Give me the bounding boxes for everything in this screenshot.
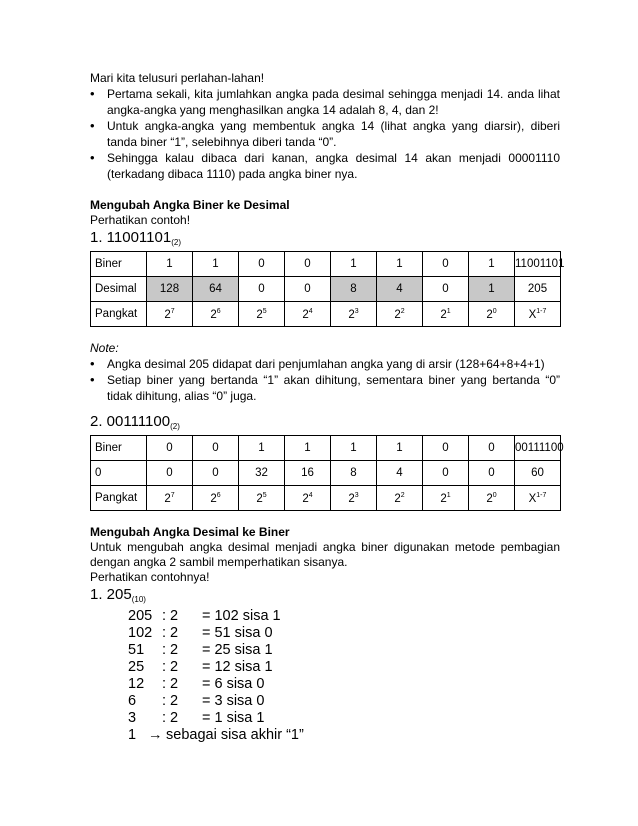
table-row-biner <box>91 436 561 461</box>
final-remainder-text: sebagai sisa akhir “1” <box>166 727 304 743</box>
power-cell: $2^0$ <box>469 486 515 511</box>
example-1-title: 1. $11001101_{(2)}$ <box>90 229 181 247</box>
divisor: : 2 <box>162 625 179 641</box>
power-cell: $2^4$ <box>285 302 331 327</box>
division-row <box>128 625 560 642</box>
bullet-item: • Untuk angka-angka yang membentuk angka 14 (lihat angka yang diarsir), diberi tanda biner “1”, selebihnya diberi tanda “0”. <box>90 118 560 150</box>
table-cell: 0 <box>469 461 515 486</box>
power-cell: $2^1$ <box>423 302 469 327</box>
power-cell: $2^2$ <box>377 486 423 511</box>
table-cell: 11001101 <box>515 252 561 277</box>
divisor: : 2 <box>162 710 179 726</box>
quotient-remainder: = 12 sisa 1 <box>202 659 273 675</box>
note-item: • Setiap biner yang bertanda “1” akan dihitung, sementara biner yang bertanda “0” tidak dihitung, alias “0” juga. <box>90 372 560 404</box>
table-cell: 8 <box>331 461 377 486</box>
section-heading-biner-ke-desimal: Mengubah Angka Biner ke Desimal <box>90 198 290 212</box>
quotient-remainder: = 102 sisa 1 <box>202 608 281 624</box>
quotient-remainder: = 6 sisa 0 <box>202 676 265 692</box>
table-cell: 60 <box>515 461 561 486</box>
division-row <box>128 676 560 693</box>
intro-text: Mari kita telusuri perlahan-lahan! <box>90 71 265 85</box>
power-cell: $2^6$ <box>193 486 239 511</box>
power-cell: $2^7$ <box>147 302 193 327</box>
table-cell: 1 <box>331 252 377 277</box>
table-cell: 205 <box>515 277 561 302</box>
dividend: 25 <box>128 659 145 675</box>
table-cell: 1 <box>377 252 423 277</box>
division-row <box>128 608 560 625</box>
dividend: 6 <box>128 693 137 709</box>
row-label: Pangkat <box>91 302 147 327</box>
section-subtitle: Perhatikan contoh! <box>90 213 191 227</box>
binary-table-1 <box>90 251 565 327</box>
table-cell: 0 <box>147 461 193 486</box>
table-cell: 0 <box>423 461 469 486</box>
note-item: • Angka desimal 205 didapat dari penjumlahan angka yang di arsir (128+64+8+4+1) <box>90 356 560 372</box>
intro-bullet-list <box>90 86 560 182</box>
section-description: Untuk mengubah angka desimal menjadi angka biner digunakan metode pembagian dengan angka 2 sambil memperhatikan sisanya. <box>90 540 560 569</box>
note-bullet-list <box>90 356 560 404</box>
power-cell: $2^1$ <box>423 486 469 511</box>
row-label: 0 <box>91 461 147 486</box>
note-title: Note: <box>90 341 119 355</box>
section-heading-desimal-ke-biner: Mengubah Angka Desimal ke Biner <box>90 525 290 539</box>
table-cell: 4 <box>377 277 423 302</box>
power-cell: $X^{1-7}$ <box>515 486 561 511</box>
division-row <box>128 710 560 727</box>
final-remainder-row <box>128 727 560 744</box>
final-digit: 1 <box>128 727 137 743</box>
table-cell: 0 <box>285 277 331 302</box>
division-row <box>128 693 560 710</box>
table-row-desimal <box>91 277 561 302</box>
dividend: 3 <box>128 710 137 726</box>
table-cell: 0 <box>147 436 193 461</box>
quotient-remainder: = 3 sisa 0 <box>202 693 265 709</box>
example-3-title: 1. $205_{(10)}$ <box>90 586 146 604</box>
power-cell: $2^3$ <box>331 302 377 327</box>
table-cell: 64 <box>193 277 239 302</box>
quotient-remainder: = 1 sisa 1 <box>202 710 265 726</box>
table-cell: 1 <box>469 252 515 277</box>
arrow-right-icon: → <box>148 727 163 743</box>
table-cell: 00111100 <box>515 436 561 461</box>
table-row-pangkat <box>91 302 561 327</box>
bullet-item: • Sehingga kalau dibaca dari kanan, angka desimal 14 akan menjadi 00001110 (terkadang dibaca 1110) pada angka biner nya. <box>90 150 560 182</box>
power-cell: $2^3$ <box>331 486 377 511</box>
table-cell: 16 <box>285 461 331 486</box>
power-cell: $2^5$ <box>239 302 285 327</box>
row-label: Biner <box>91 252 147 277</box>
dividend: 51 <box>128 642 145 658</box>
table-cell: 4 <box>377 461 423 486</box>
dividend: 12 <box>128 676 145 692</box>
dividend: 205 <box>128 608 153 624</box>
division-row <box>128 659 560 676</box>
section-prompt: Perhatikan contohnya! <box>90 570 210 584</box>
table-cell: 1 <box>193 252 239 277</box>
table-cell: 8 <box>331 277 377 302</box>
row-label: Biner <box>91 436 147 461</box>
division-steps <box>128 608 560 744</box>
table-cell: 0 <box>469 436 515 461</box>
power-cell: $2^5$ <box>239 486 285 511</box>
divisor: : 2 <box>162 659 179 675</box>
power-cell: $2^0$ <box>469 302 515 327</box>
divisor: : 2 <box>162 642 179 658</box>
table-cell: 0 <box>423 252 469 277</box>
quotient-remainder: = 51 sisa 0 <box>202 625 273 641</box>
bullet-item: • Pertama sekali, kita jumlahkan angka pada desimal sehingga menjadi 14. anda lihat angka-angka yang menghasilkan angka 14 adalah 8, 4, dan 2! <box>90 86 560 118</box>
divisor: : 2 <box>162 608 179 624</box>
table-cell: 0 <box>239 252 285 277</box>
dividend: 102 <box>128 625 153 641</box>
power-cell: $X^{1-7}$ <box>515 302 561 327</box>
table-cell: 0 <box>285 252 331 277</box>
example-2-title: 2. $00111100_{(2)}$ <box>90 413 180 431</box>
table-cell: 1 <box>377 436 423 461</box>
divisor: : 2 <box>162 676 179 692</box>
quotient-remainder: = 25 sisa 1 <box>202 642 273 658</box>
row-label: Desimal <box>91 277 147 302</box>
division-row <box>128 642 560 659</box>
divisor: : 2 <box>162 693 179 709</box>
table-cell: 1 <box>331 436 377 461</box>
table-cell: 1 <box>285 436 331 461</box>
document-page <box>90 70 565 744</box>
table-cell: 0 <box>239 277 285 302</box>
row-label: Pangkat <box>91 486 147 511</box>
table-cell: 0 <box>193 436 239 461</box>
table-cell: 1 <box>239 436 285 461</box>
table-cell: 32 <box>239 461 285 486</box>
table-row-pangkat <box>91 486 561 511</box>
table-cell: 1 <box>469 277 515 302</box>
table-cell: 1 <box>147 252 193 277</box>
table-row-biner <box>91 252 561 277</box>
table-cell: 128 <box>147 277 193 302</box>
binary-table-2 <box>90 435 564 511</box>
power-cell: $2^7$ <box>147 486 193 511</box>
power-cell: $2^2$ <box>377 302 423 327</box>
power-cell: $2^4$ <box>285 486 331 511</box>
table-cell: 0 <box>423 277 469 302</box>
table-cell: 0 <box>423 436 469 461</box>
table-cell: 0 <box>193 461 239 486</box>
power-cell: $2^6$ <box>193 302 239 327</box>
table-row-desimal <box>91 461 561 486</box>
